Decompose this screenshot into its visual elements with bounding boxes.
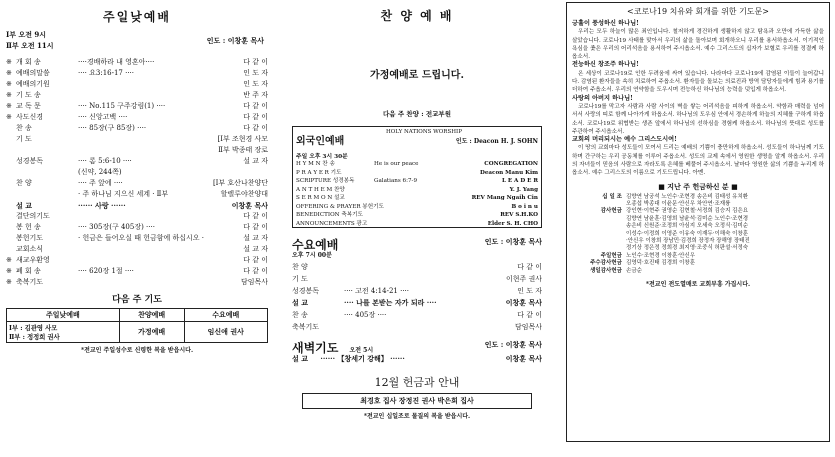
wednesday-person: 다 같 이: [517, 263, 542, 271]
order-detail: ···· 주 앞에 ····: [78, 179, 123, 187]
offering-names: 정기상 정은정 정희경 최지영·조중식 허판설·서정숙: [626, 245, 749, 252]
order-person: [Ⅰ부 조현경 사모: [217, 135, 268, 143]
order-detail: ···· 85장(구 85장) ····: [78, 124, 147, 132]
order-person: 반 주 자: [243, 91, 268, 99]
wednesday-detail: ···· 나를 본받는 자가 되라 ····: [344, 298, 437, 307]
wednesday-person: 인 도 자: [517, 287, 542, 295]
order-person: 다 같 이: [243, 267, 268, 275]
foreign-title: 외국인예배: [296, 136, 345, 147]
sunday-time-1: Ⅰ부 오전 9시: [6, 30, 47, 39]
dawn-sermon-right: 이창훈 목사: [505, 354, 542, 363]
dawn-sermon-label: 설 교: [292, 354, 308, 363]
foreign-person: REV Mang Ngaih Cin: [471, 195, 538, 201]
dawn-sermon-row: [292, 353, 542, 364]
order-name: 폐 회 송: [16, 267, 41, 275]
order-person: 다 같 이: [243, 212, 268, 220]
order-person: 설 교 자: [243, 157, 268, 165]
foreign-detail: He is our peace: [374, 161, 419, 167]
foreign-row: [296, 177, 538, 186]
order-row: [6, 211, 268, 222]
offering-notice-note: *전교인 십일조로 물질의 복을 받읍시다.: [363, 413, 471, 420]
foreign-order-list: [296, 160, 538, 228]
dawn-title: 새벽기도: [292, 341, 339, 355]
order-row: [6, 156, 268, 167]
next-prayer-header-praise: 찬양예배: [119, 309, 184, 322]
wednesday-detail: ···· 고전 4:14-21 ····: [344, 287, 409, 295]
offering-row: [572, 223, 824, 230]
order-row: [6, 178, 268, 189]
order-row: [6, 68, 268, 79]
praise-family: 가정예배로 드립니다.: [370, 70, 464, 81]
offering-names: 김향연 남궁석 노인수·조현경 송은비 김태성 유치환: [626, 193, 749, 200]
order-detail: ····경배하라 내 영혼아····: [78, 58, 155, 66]
order-mark: ※: [6, 91, 12, 99]
prayer-section-text: 코로나19를 막고자 사람과 사람 사이의 벽을 쌓는 어리석음을 피하게 하옵소서. 약함과 매력을 넘어서서 사랑의 띠로 함께 나아가게 하옵소서. 하나님의 도우심 안에서 경손하게 하늘의 지혜를 구하게 하옵소서. 코로나19로 위협받는 생존 앞에서 하나님의 선하심을 경험케 하옵소서. 하나님의 뜻대로 성도를 주관하여 주시옵소서.: [572, 103, 824, 135]
offering-row: [572, 260, 824, 267]
order-detail: (신약, 244쪽): [78, 168, 122, 176]
offering-names: 김향연 남윤훈·김영희 남윤석·김미순 노인수·조현경: [626, 215, 749, 222]
order-row: [6, 277, 268, 288]
foreign-name: A N T H E M 찬양: [296, 186, 345, 193]
foreign-name: ANNOUNCEMENTS 광고: [296, 220, 368, 227]
order-person: 인 도 자: [243, 69, 268, 77]
foreign-row: [296, 220, 538, 229]
order-row: [6, 255, 268, 266]
order-mark: ※: [6, 256, 12, 264]
order-name: 찬 송: [16, 124, 32, 132]
offering-row: [572, 208, 824, 215]
sunday-leader: 인도 : 이창훈 목사: [206, 36, 264, 45]
wednesday-row: [292, 261, 542, 273]
wednesday-name: 기 도: [292, 275, 308, 283]
order-person: [Ⅰ부 호산나찬양단: [212, 179, 268, 187]
wednesday-row: [292, 321, 542, 333]
dawn-leader: 인도 : 이창훈 목사: [484, 340, 542, 349]
wednesday-row: [292, 285, 542, 297]
wednesday-name: 찬 양: [292, 263, 308, 271]
foreign-worship-box: [292, 126, 542, 228]
offering-names: 송은비 신원준·조정희 아심지 오세숙 오정식·김미순: [626, 223, 749, 230]
order-name: 기 도 송: [16, 91, 41, 99]
wednesday-row: [292, 297, 542, 309]
wednesday-person: 이창훈 목사: [505, 298, 542, 307]
order-person: Ⅱ부 박종태 장로: [218, 146, 268, 154]
wednesday-person: 다 같 이: [517, 311, 542, 319]
prayer-section-text: 이 땅의 교회마다 성도들이 모여서 드리는 예배의 기쁨이 충만하게 하옵소서. 성도들이 하나님께 기도하며 간구하는 우리 공동체를 이루어 주옵소서. 성도의 교제 속에서 영원한 생명을 알게 하옵소서. 우리의 자녀들이 믿음의 사람으로 자라도록 은혜를 베풀어 주시옵소서. 날마다 영원한 삶의 기쁨을 누리게 하옵소서. 예수 그리스도의 이름으로 기도드립니다. 아멘.: [572, 145, 824, 177]
foreign-person: REV S.H.KO: [500, 212, 538, 218]
order-person: 다 같 이: [243, 256, 268, 264]
order-row: [6, 112, 268, 123]
sunday-time-2: Ⅱ부 오전 11시: [6, 41, 54, 50]
prayer-section-heading: 긍휼이 풍성하신 하나님!: [572, 20, 639, 27]
order-row: [6, 189, 268, 200]
foreign-row: [296, 160, 538, 169]
offering-row: [572, 231, 824, 238]
order-row: [6, 244, 268, 255]
foreign-subtitle: HOLY NATIONS WORSHIP: [386, 129, 462, 135]
order-detail: · 헌금은 들어오실 때 헌금함에 하십시오 ·: [78, 234, 204, 242]
wednesday-order-list: [292, 261, 542, 333]
prayer-sections: [572, 20, 824, 178]
foreign-detail: Galatians 6:7-9: [374, 178, 418, 184]
foreign-row: [296, 203, 538, 212]
wednesday-name: 축복기도: [292, 323, 320, 331]
order-name: 찬 양: [16, 179, 32, 187]
order-row: [6, 200, 268, 211]
next-prayer-table: [6, 308, 268, 343]
order-detail: ···· 620장 1절 ····: [78, 267, 134, 275]
order-name: 축복기도: [16, 278, 44, 286]
praise-column: [292, 0, 542, 457]
order-person: 다 같 이: [243, 58, 268, 66]
dawn-sermon-mid: ······ 【창세기 강해】 ······: [320, 354, 405, 363]
order-row: [6, 233, 268, 244]
foreign-name: SCRIPTURE 성경봉독: [296, 178, 355, 184]
order-detail: ······ 사랑 ······: [78, 201, 126, 210]
prayer-section-heading: 교회의 머리되시는 예수 그리스도시여!: [572, 136, 677, 144]
next-prayer-sunday-2: Ⅱ부 : 정정희 권사: [9, 334, 60, 341]
order-name: 교회소식: [16, 245, 44, 253]
order-row: [6, 123, 268, 134]
order-detail: ···· 305장(구 405장) ····: [78, 223, 155, 231]
offering-row: [572, 268, 824, 275]
next-prayer-sunday-1: Ⅰ부 : 김관영 사모: [9, 325, 58, 332]
order-mark: ※: [6, 113, 12, 121]
prayer-box: [566, 2, 830, 442]
next-prayer-title: 다음 주 기도: [112, 295, 162, 305]
offering-names: 노인수·조현경 이창훈·안신우: [626, 252, 696, 259]
foreign-name: H Y M N 찬 송: [296, 161, 335, 167]
foreign-row: [296, 194, 538, 203]
wednesday-person: 담임목사: [514, 323, 542, 331]
foreign-person: Elder S. H. CHO: [487, 220, 538, 227]
prayer-note: *전교인 전도열매로 교회부흥 가집시다.: [645, 281, 751, 289]
foreign-row: [296, 211, 538, 220]
order-row: [6, 145, 268, 156]
foreign-time: 주일 오후 3시 30분: [296, 154, 348, 160]
order-mark: ※: [6, 80, 12, 88]
offering-label: 주일헌금: [600, 252, 622, 259]
offering-names: 김영덕·호진태 김경희 이창훈: [626, 260, 696, 267]
offering-names: 이성수·이정희 이영준 이유숙 이재두·이해숙 이창훈: [626, 230, 749, 237]
order-row: [6, 266, 268, 277]
offering-title: ■ 지난 주 헌금하신 분 ■: [658, 181, 738, 191]
order-mark: ※: [6, 267, 12, 275]
sunday-title: 주일낮예배: [103, 10, 171, 24]
foreign-row: [296, 169, 538, 178]
order-mark: ※: [6, 58, 12, 66]
order-detail: ···· 신앙고백 ····: [78, 113, 128, 121]
foreign-name: P R A Y E R 기도: [296, 169, 342, 176]
wednesday-row: [292, 273, 542, 285]
order-name: 결단의기도: [16, 212, 50, 220]
wednesday-detail: ···· 405장 ····: [344, 311, 387, 319]
order-mark: ※: [6, 102, 12, 110]
wednesday-name: 성경봉독: [292, 287, 320, 295]
next-prayer-wed: 임신애 권사: [184, 322, 267, 343]
order-detail: ···· 롬 5:6-10 ····: [78, 157, 132, 165]
wednesday-name: 설 교: [292, 298, 308, 307]
order-person: 다 같 이: [243, 223, 268, 231]
order-person: 다 같 이: [243, 124, 268, 132]
offering-label: 십 일 조: [602, 193, 622, 200]
order-name: 기 도: [16, 135, 32, 143]
order-name: 설 교: [16, 201, 32, 210]
order-name: 봉 헌 송: [16, 223, 41, 231]
offering-names: 강인현·이현주 권영순 김현철·서정희 김승지 김은요: [626, 208, 749, 215]
offering-row: [572, 194, 824, 201]
next-prayer-note: *전교인 주일성수로 신령한 복을 받읍시다.: [80, 347, 194, 354]
offering-names: 손금순: [626, 267, 642, 274]
order-name: 예배의말씀: [16, 69, 50, 77]
foreign-person: Deacon Manu Kim: [480, 169, 538, 176]
order-person: 다 같 이: [243, 102, 268, 110]
prayer-section-text: 온 세상이 코로나19로 인한 두려움에 싸여 있습니다. 나라마다 코로나19에 감염된 이들이 늘어갑니다. 감염된 환자들을 속히 치료하여 주옵소서. 환자들을 돌보는 의료진과 방역 담당자들에게 힘과 용기를 더하여 주옵소서. 우리의 연약함을 도우시며 전능하신 하나님의 능력을 덧입게 하옵소서.: [572, 70, 824, 94]
praise-title: 찬 양 예 배: [380, 9, 454, 23]
order-name: 봉헌기도: [16, 234, 44, 242]
order-row: [6, 134, 268, 145]
foreign-row: [296, 186, 538, 195]
next-prayer-praise: 가정예배: [119, 322, 184, 343]
order-name: 교 독 문: [16, 102, 41, 110]
prayer-section-heading: 사랑의 아버지 하나님!: [572, 94, 633, 102]
next-prayer-header-wed: 수요예배: [184, 309, 267, 322]
foreign-person: L E A D E R: [501, 178, 538, 184]
praise-next-leader: 다음 주 찬양 : 전교부원: [383, 110, 451, 118]
prayer-title: <코로나19 치유와 회개를 위한 기도문>: [627, 7, 769, 16]
foreign-name: OFFERING & PRAYER 봉헌기도: [296, 203, 384, 210]
wednesday-title: 수요예배: [292, 238, 339, 252]
offering-notice-row: 최경호 집사 장정진 권사 박은희 집사: [302, 393, 532, 409]
order-person: 인 도 자: [243, 80, 268, 88]
order-person: 설 교 자: [243, 245, 268, 253]
sunday-column: [6, 0, 268, 457]
offering-label: 주수감사헌금: [590, 260, 622, 267]
foreign-name: S E R M O N 설교: [296, 195, 345, 201]
order-name: 예배의기원: [16, 80, 50, 88]
foreign-person: Y. J. Yang: [509, 186, 538, 193]
order-mark: ※: [6, 69, 12, 77]
offering-notice-title: 12월 헌금과 안내: [374, 376, 460, 389]
order-row: [6, 167, 268, 178]
wednesday-person: 이현주 권사: [505, 275, 542, 283]
prayer-section-text: 우리는 모두 하늘이 많은 죄인입니다. 철저하게 경건하게 생활하지 않고 탐욕과 오만에 가득한 삶을 살았습니다. 코로나19 사태를 맞아서 우리의 삶을 돌아보며 회개하오니 우리를 용서하옵소서. 이기적인 욕심을 좇은 우리의 어리석음을 용서하여 주시옵소서. 예수 그리스도의 십자가 보혈로 우리를 정결케 하옵소서.: [572, 29, 824, 61]
offering-label: 감사헌금: [600, 208, 622, 215]
order-name: 새교우환영: [16, 256, 50, 264]
foreign-leader: 인도 : Deacon H. J. SOHN: [455, 138, 538, 145]
wednesday-leader: 인도 : 이창훈 목사: [484, 237, 542, 246]
order-row: [6, 57, 268, 68]
offering-names: ·안신우 이창희 장남민·김경희 장정자 장해영 장태진: [626, 238, 750, 245]
order-row: [6, 222, 268, 233]
dawn-time: 오전 5시: [349, 347, 374, 354]
order-person: 할렐루야찬양대: [220, 190, 268, 198]
order-row: [6, 79, 268, 90]
prayer-section-heading: 전능하신 창조주 하나님!: [572, 61, 639, 69]
order-person: 다 같 이: [243, 113, 268, 121]
offering-names: 오종섭 박종대 이윤문·안신우 차안연·조재륭: [626, 201, 731, 208]
order-person: 담임목사: [240, 278, 268, 286]
foreign-person: CONGREGATION: [484, 161, 538, 167]
order-detail: ···· 요3:16-17 ····: [78, 69, 135, 77]
order-person: 설 교 자: [243, 234, 268, 242]
order-name: 성경봉독: [16, 157, 44, 165]
order-detail: ···· No.115 구주강림(1) ····: [78, 102, 166, 110]
order-row: [6, 101, 268, 112]
order-person: 이창훈 목사: [231, 201, 268, 210]
order-name: 개 회 송: [16, 58, 41, 66]
order-row: [6, 90, 268, 101]
order-mark: ※: [6, 278, 12, 286]
foreign-person: B o i n u: [511, 203, 538, 210]
wednesday-name: 찬 송: [292, 311, 308, 319]
next-prayer-header-sunday: 주일낮예배: [7, 309, 120, 322]
offering-row: [572, 245, 824, 252]
prayer-column: [566, 0, 830, 457]
offering-list: [572, 194, 824, 275]
foreign-name: BENEDICTION 축복기도: [296, 212, 363, 218]
sunday-order-list: [6, 57, 268, 288]
order-detail: · 주 하나님 지으신 세계 · Ⅱ부: [78, 190, 169, 198]
wednesday-time: 오후 7시 00분: [292, 252, 332, 259]
order-name: 사도신경: [16, 113, 44, 121]
offering-label: 생일감사헌금: [590, 267, 622, 274]
wednesday-row: [292, 309, 542, 321]
